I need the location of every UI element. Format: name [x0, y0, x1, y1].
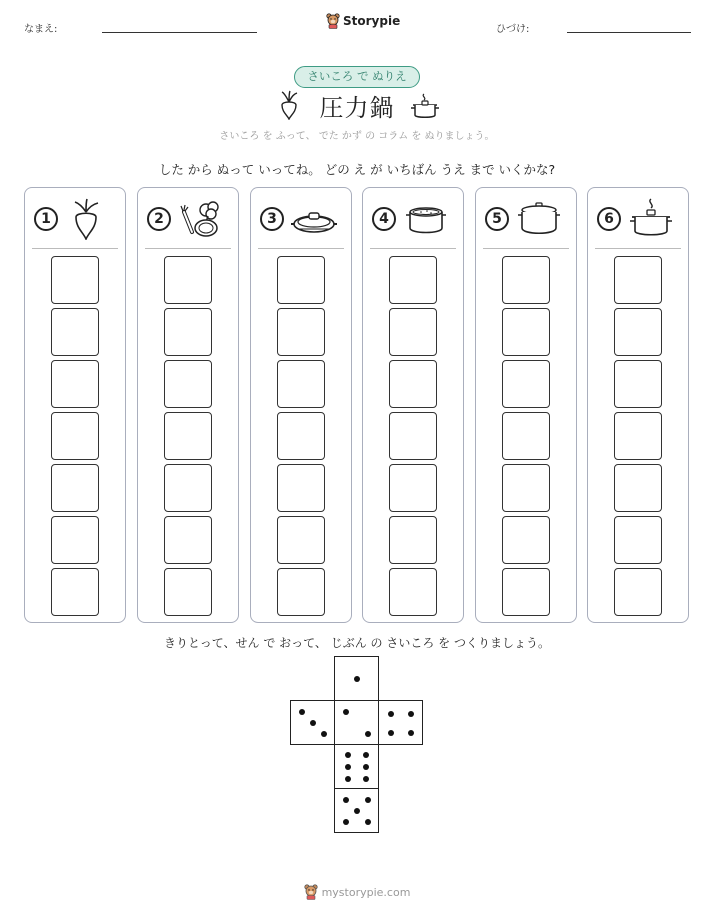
steaming-pot-icon	[628, 198, 674, 242]
die-pip	[299, 709, 305, 715]
dice-column-5	[475, 187, 577, 623]
die-pip	[365, 819, 371, 825]
coloring-cell[interactable]	[614, 412, 662, 460]
footer-url[interactable]: mystorypie.com	[321, 885, 411, 899]
coloring-cell[interactable]	[389, 464, 437, 512]
coloring-cell[interactable]	[614, 256, 662, 304]
steaming-pot-icon	[410, 92, 440, 120]
coloring-cell[interactable]	[614, 464, 662, 512]
coloring-cell[interactable]	[277, 256, 325, 304]
coloring-cell[interactable]	[502, 308, 550, 356]
die-pip	[363, 776, 369, 782]
brand-name: Storypie	[343, 14, 401, 28]
coloring-cell[interactable]	[502, 568, 550, 616]
die-pip	[345, 776, 351, 782]
die-pip	[363, 764, 369, 770]
coloring-cell[interactable]	[614, 516, 662, 564]
coloring-cell[interactable]	[277, 360, 325, 408]
coloring-cell[interactable]	[502, 516, 550, 564]
die-pip	[363, 752, 369, 758]
die-face-3	[290, 700, 335, 745]
coloring-cell[interactable]	[164, 360, 212, 408]
page-title: 圧力鍋	[319, 94, 395, 122]
die-pip	[321, 731, 327, 737]
coloring-cell[interactable]	[614, 308, 662, 356]
coloring-cell[interactable]	[51, 568, 99, 616]
coloring-cell[interactable]	[277, 516, 325, 564]
column-divider	[32, 248, 118, 249]
bear-mascot-icon	[304, 884, 318, 900]
column-divider	[258, 248, 344, 249]
die-pip	[310, 720, 316, 726]
column-divider	[145, 248, 231, 249]
die-pip	[343, 797, 349, 803]
coloring-cell[interactable]	[389, 256, 437, 304]
die-pip	[408, 711, 414, 717]
name-label: なまえ:	[24, 24, 58, 35]
dice-column-3	[250, 187, 352, 623]
coloring-cell[interactable]	[389, 568, 437, 616]
die-face-5	[334, 788, 379, 833]
column-divider	[595, 248, 681, 249]
dice-column-4	[362, 187, 464, 623]
die-pip	[354, 676, 360, 682]
dice-instruction: きりとって、せん で おって、 じぶん の さいころ を つくりましょう。	[164, 636, 550, 650]
coloring-cell[interactable]	[389, 308, 437, 356]
coloring-cell[interactable]	[277, 412, 325, 460]
date-label: ひづけ:	[496, 24, 530, 35]
column-number: 2	[147, 207, 171, 231]
coloring-cell[interactable]	[164, 516, 212, 564]
coloring-cell[interactable]	[502, 256, 550, 304]
radish-icon	[65, 198, 107, 240]
brand-logo	[326, 13, 400, 29]
coloring-cell[interactable]	[502, 360, 550, 408]
page-subtitle: さいころ を ふって、 でた かず の コラム を ぬりましょう。	[219, 131, 495, 142]
coloring-cell[interactable]	[502, 412, 550, 460]
die-pip	[345, 764, 351, 770]
coloring-cell[interactable]	[164, 464, 212, 512]
die-pip	[345, 752, 351, 758]
coloring-cell[interactable]	[614, 568, 662, 616]
die-face-2	[334, 700, 379, 745]
footer	[0, 884, 714, 900]
coloring-cell[interactable]	[51, 308, 99, 356]
column-number: 6	[597, 207, 621, 231]
die-face-6	[334, 744, 379, 789]
die-pip	[408, 730, 414, 736]
die-pip	[343, 819, 349, 825]
coloring-cell[interactable]	[51, 412, 99, 460]
coloring-instruction: した から ぬって いってね。 どの え が いちばん うえ まで いくかな?	[158, 162, 556, 177]
date-line	[567, 32, 691, 33]
coloring-cell[interactable]	[51, 360, 99, 408]
coloring-cell[interactable]	[164, 568, 212, 616]
coloring-cell[interactable]	[164, 308, 212, 356]
vegetables-icon	[178, 198, 224, 240]
die-face-1	[334, 656, 379, 701]
bear-mascot-icon	[326, 13, 340, 29]
coloring-cell[interactable]	[389, 412, 437, 460]
pressure-cooker-lid-icon	[291, 198, 337, 240]
die-pip	[365, 797, 371, 803]
coloring-cell[interactable]	[277, 568, 325, 616]
pot-icon	[516, 198, 562, 240]
die-face-4	[378, 700, 423, 745]
dice-column-2	[137, 187, 239, 623]
pot-with-food-icon	[403, 198, 449, 240]
column-number: 5	[485, 207, 509, 231]
column-divider	[483, 248, 569, 249]
coloring-cell[interactable]	[277, 464, 325, 512]
die-pip	[365, 731, 371, 737]
die-pip	[354, 808, 360, 814]
coloring-cell[interactable]	[51, 464, 99, 512]
column-number: 1	[34, 207, 58, 231]
coloring-cell[interactable]	[164, 412, 212, 460]
die-pip	[388, 730, 394, 736]
dice-column-6	[587, 187, 689, 623]
coloring-cell[interactable]	[389, 516, 437, 564]
coloring-cell[interactable]	[389, 360, 437, 408]
die-pip	[343, 709, 349, 715]
die-pip	[388, 711, 394, 717]
coloring-cell[interactable]	[51, 256, 99, 304]
coloring-cell[interactable]	[51, 516, 99, 564]
name-line	[102, 32, 257, 33]
worksheet-tag: さいころ で ぬりえ	[294, 66, 420, 88]
coloring-cell[interactable]	[502, 464, 550, 512]
dice-column-1	[24, 187, 126, 623]
column-number: 4	[372, 207, 396, 231]
column-number: 3	[260, 207, 284, 231]
coloring-cell[interactable]	[614, 360, 662, 408]
coloring-cell[interactable]	[277, 308, 325, 356]
column-divider	[370, 248, 456, 249]
coloring-cell[interactable]	[164, 256, 212, 304]
